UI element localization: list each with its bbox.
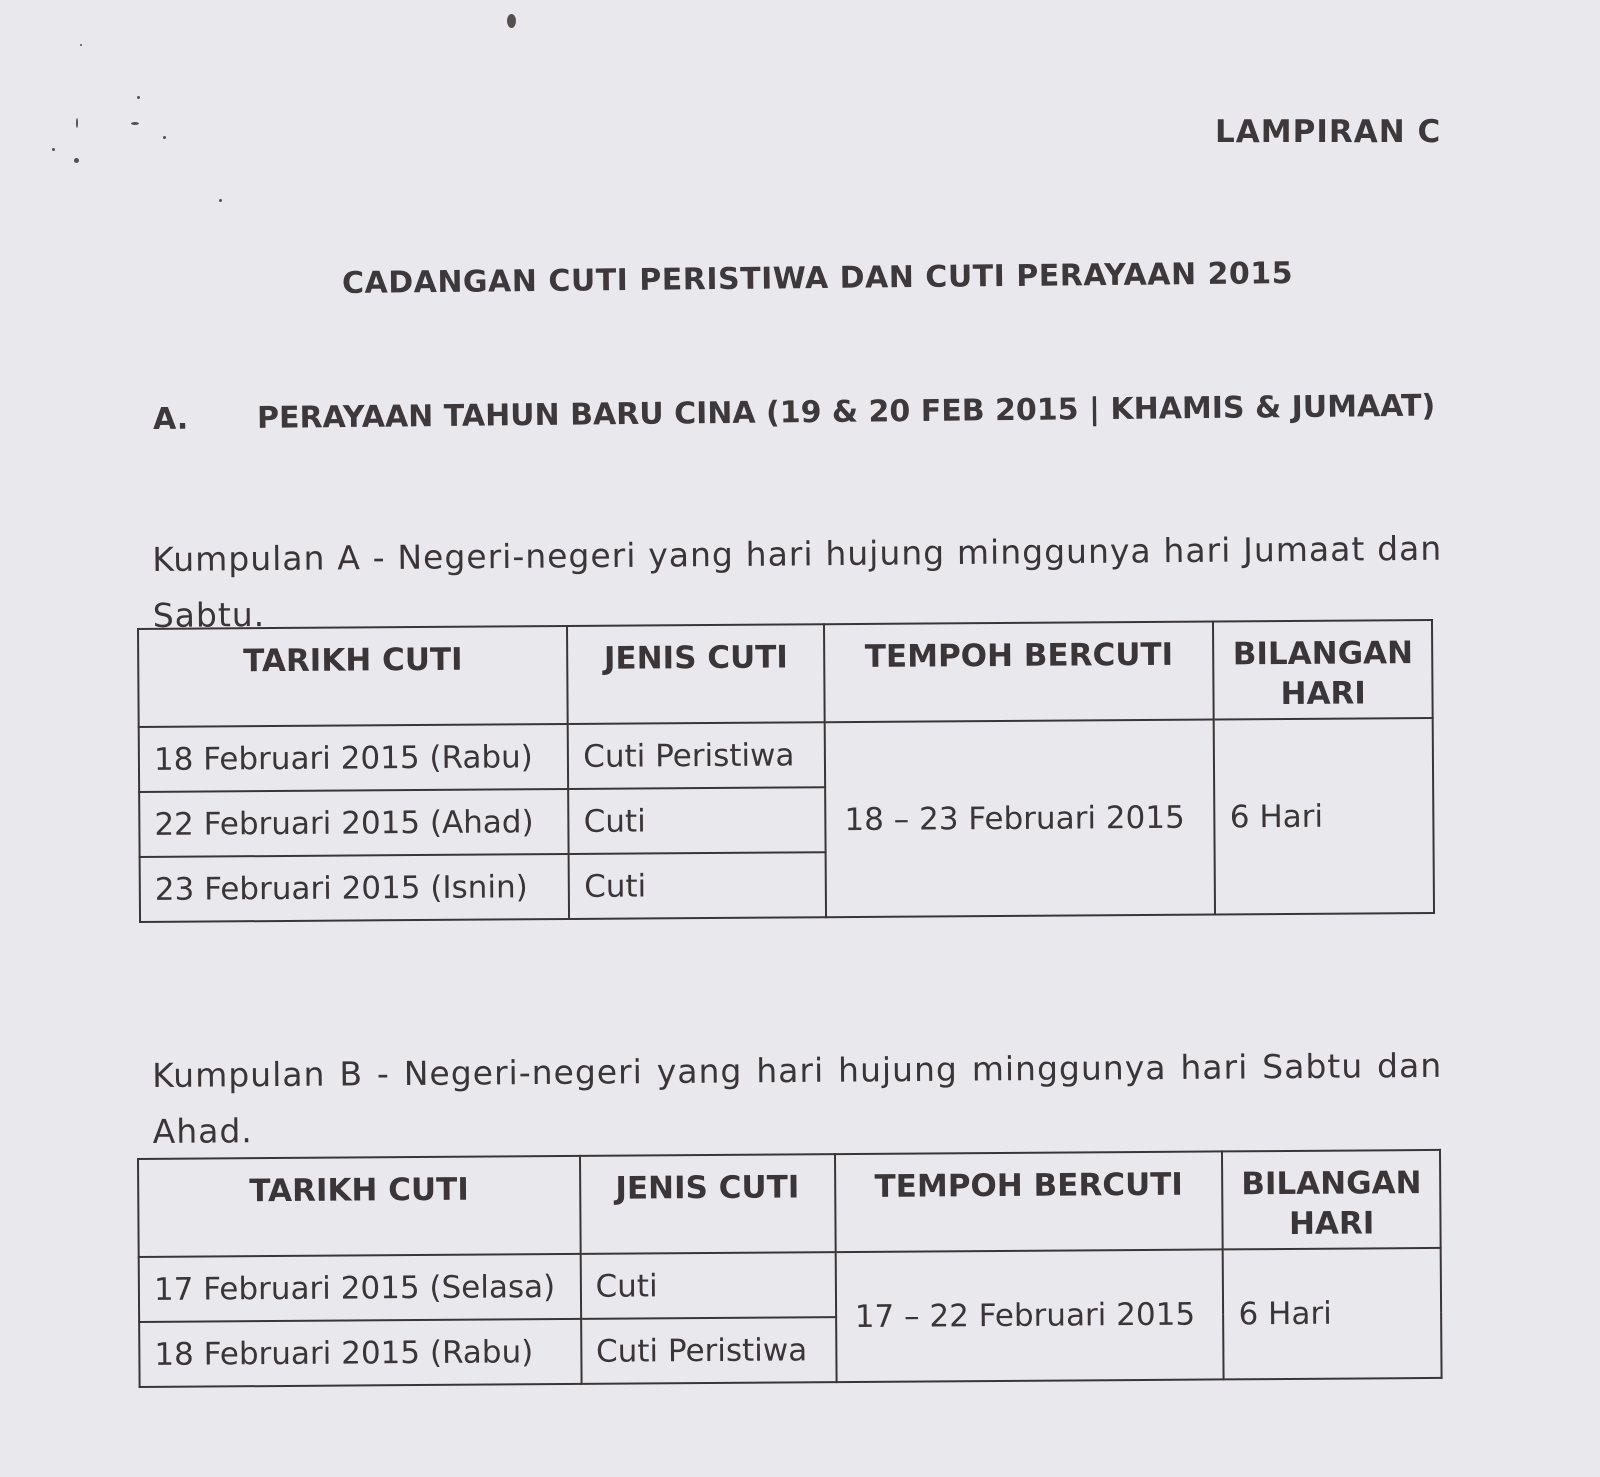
- cell-days: 6 Hari: [1214, 718, 1434, 915]
- header-type: JENIS CUTI: [567, 624, 824, 724]
- cell-type: Cuti Peristiwa: [581, 1317, 836, 1384]
- group-a-description: Kumpulan A - Negeri-negeri yang hari hujung minggunya hari Jumaat dan Sabtu.: [152, 528, 1443, 635]
- header-period: TEMPOH BERCUTI: [824, 621, 1214, 722]
- cell-days: 6 Hari: [1223, 1248, 1442, 1380]
- table-header-row: [138, 1150, 1441, 1257]
- table-row: [139, 1248, 1441, 1322]
- cell-period: 17 – 22 Februari 2015: [835, 1249, 1224, 1382]
- scan-speck: [74, 158, 79, 163]
- header-days: BILANGAN HARI: [1213, 620, 1432, 720]
- cell-type: Cuti Peristiwa: [568, 722, 825, 789]
- scan-speck: [131, 122, 139, 125]
- group-b-holiday-table: [137, 1149, 1443, 1388]
- table-row: [139, 718, 1433, 792]
- header-type: JENIS CUTI: [580, 1154, 836, 1254]
- cell-type: Cuti: [568, 787, 825, 854]
- table-header-row: [138, 620, 1433, 727]
- group-b-description: Kumpulan B - Negeri-negeri yang hari hujung minggunya hari Sabtu dan Ahad.: [152, 1045, 1443, 1151]
- cell-date: 22 Februari 2015 (Ahad): [139, 789, 569, 857]
- cell-date: 17 Februari 2015 (Selasa): [139, 1254, 581, 1322]
- scan-speck: [80, 44, 82, 46]
- scan-speck: [137, 96, 140, 99]
- scan-speck: [163, 136, 166, 139]
- cell-type: Cuti: [580, 1252, 835, 1319]
- header-date: TARIKH CUTI: [138, 1156, 580, 1257]
- scan-speck: [219, 199, 222, 202]
- scan-speck: [76, 118, 78, 128]
- cell-date: 18 Februari 2015 (Rabu): [139, 724, 569, 792]
- document-title: CADANGAN CUTI PERISTIWA DAN CUTI PERAYAAN 2015: [341, 256, 1294, 301]
- header-date: TARIKH CUTI: [138, 626, 568, 727]
- section-heading-text: PERAYAAN TAHUN BARU CINA (19 & 20 FEB 2015 | KHAMIS & JUMAAT): [256, 388, 1436, 436]
- scan-speck: [52, 148, 55, 151]
- section-heading: [153, 389, 1436, 437]
- cell-date: 18 Februari 2015 (Rabu): [139, 1319, 581, 1387]
- cell-date: 23 Februari 2015 (Isnin): [140, 854, 570, 922]
- cell-period: 18 – 23 Februari 2015: [825, 719, 1216, 917]
- group-a-holiday-table: [137, 619, 1435, 923]
- annex-label: LAMPIRAN C: [1215, 114, 1442, 150]
- header-days: BILANGAN HARI: [1222, 1150, 1440, 1250]
- header-period: TEMPOH BERCUTI: [835, 1151, 1223, 1252]
- cell-type: Cuti: [569, 852, 826, 919]
- scan-speck: [507, 14, 516, 28]
- section-letter: A.: [152, 401, 189, 437]
